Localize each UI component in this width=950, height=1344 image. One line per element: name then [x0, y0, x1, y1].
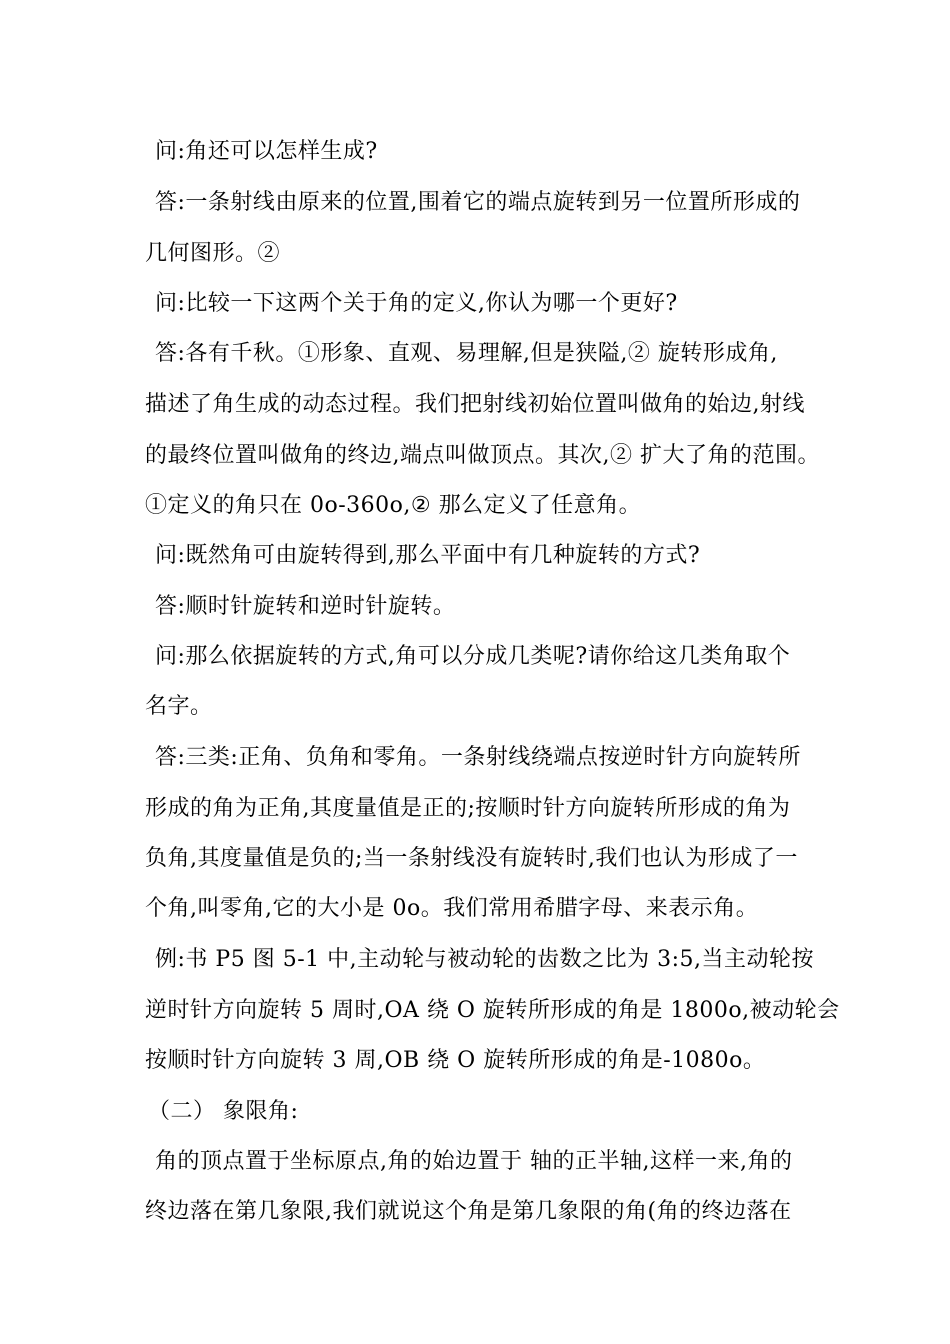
paragraph-line: 描述了角生成的动态过程。我们把射线初始位置叫做角的始边,射线	[145, 392, 805, 417]
paragraph-line: 的最终位置叫做角的终边,端点叫做顶点。其次,② 扩大了角的范围。	[145, 443, 820, 468]
paragraph-line: ①定义的角只在 0o-360o,② 那么定义了任意角。	[145, 493, 642, 518]
paragraph-line: 答:一条射线由原来的位置,围着它的端点旋转到另一位置所形成的	[155, 190, 801, 215]
paragraph-line: 问:比较一下这两个关于角的定义,你认为哪一个更好?	[155, 291, 678, 316]
paragraph-line: 问:角还可以怎样生成?	[155, 139, 378, 164]
paragraph-line: 终边落在第几象限,我们就说这个角是第几象限的角(角的终边落在	[145, 1199, 792, 1224]
paragraph-line: 答:顺时针旋转和逆时针旋转。	[155, 594, 456, 619]
paragraph-line: 按顺时针方向旋转 3 周,OB 绕 O 旋转所形成的角是-1080o。	[145, 1048, 766, 1073]
paragraph-line: 个角,叫零角,它的大小是 0o。我们常用希腊字母、来表示角。	[145, 896, 759, 921]
paragraph-line: 问:那么依据旋转的方式,角可以分成几类呢?请你给这几类角取个	[155, 644, 791, 669]
paragraph-line: 答:各有千秋。①形象、直观、易理解,但是狭隘,② 旋转形成角,	[155, 341, 778, 366]
paragraph-line: 形成的角为正角,其度量值是正的;按顺时针方向旋转所形成的角为	[145, 796, 791, 821]
paragraph-line: 负角,其度量值是负的;当一条射线没有旋转时,我们也认为形成了一	[145, 846, 798, 871]
paragraph-line: 问:既然角可由旋转得到,那么平面中有几种旋转的方式?	[155, 543, 701, 568]
paragraph-line: 答:三类:正角、负角和零角。一条射线绕端点按逆时针方向旋转所	[155, 745, 801, 770]
paragraph-line: 名字。	[145, 694, 213, 719]
section-heading: （二） 象限角:	[148, 1099, 299, 1124]
paragraph-line: 几何图形。②	[145, 241, 281, 266]
paragraph-line: 例:书 P5 图 5-1 中,主动轮与被动轮的齿数之比为 3:5,当主动轮按	[155, 947, 814, 972]
paragraph-line: 逆时针方向旋转 5 周时,OA 绕 O 旋转所形成的角是 1800o,被动轮会	[145, 998, 840, 1023]
paragraph-line: 角的顶点置于坐标原点,角的始边置于 轴的正半轴,这样一来,角的	[155, 1149, 793, 1174]
